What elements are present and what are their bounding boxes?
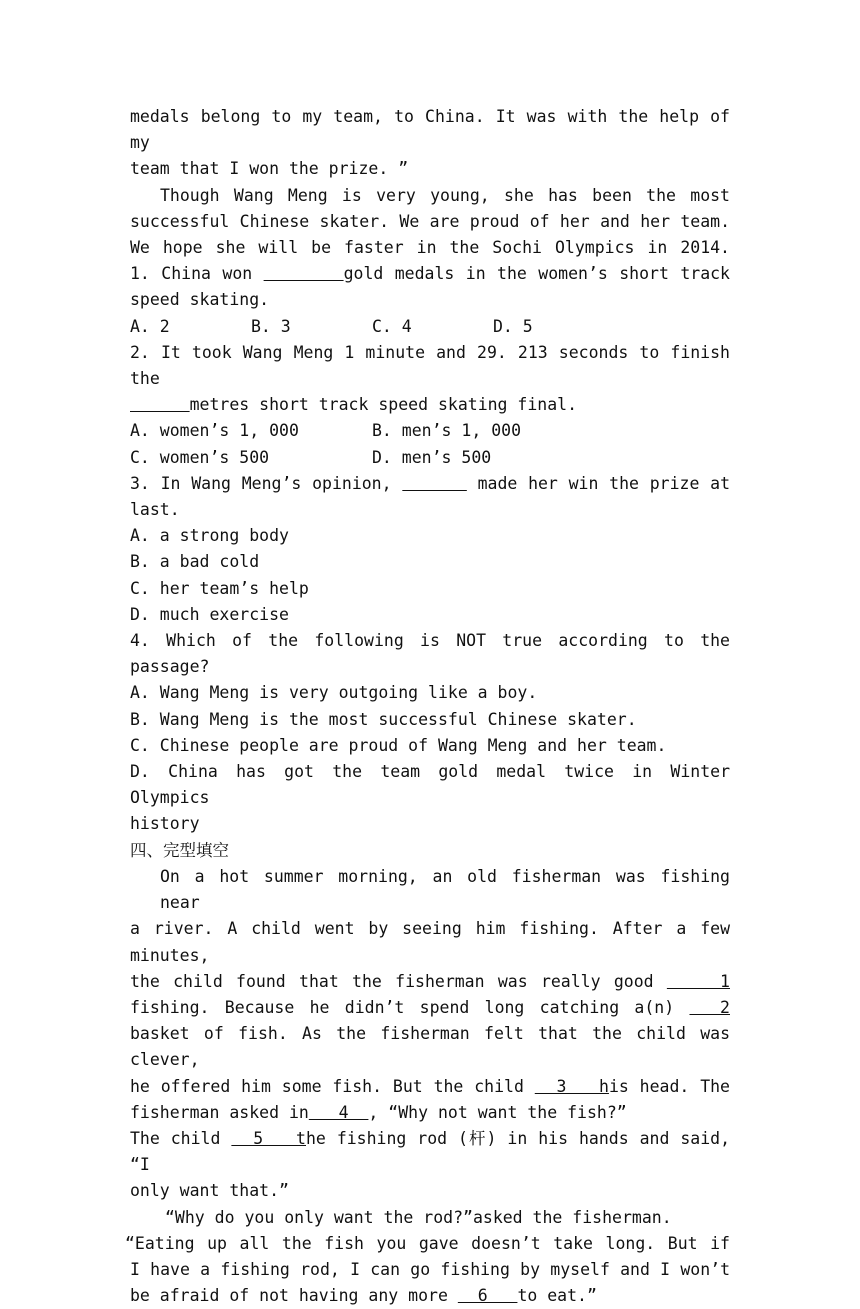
option-c: C. her team’s help	[130, 578, 309, 598]
question-stem	[130, 261, 730, 287]
option-d: D. China has got the team gold medal twice in Winter Olympics	[130, 762, 730, 808]
question-stem-cont: speed skating.	[130, 290, 270, 310]
cloze-text: The child	[130, 1128, 232, 1148]
text-line: “Why do you only want the rod?”asked the fisherman.	[165, 1207, 672, 1227]
cloze-text: fishing. Because he didn’t spend long catching a(n)	[130, 997, 690, 1017]
answer-blank	[402, 474, 467, 493]
question-2	[130, 340, 730, 471]
text-line: medals belong to my team, to China. It was with the help of my	[130, 107, 730, 153]
text-line: I have a fishing rod, I can go fishing by myself and I won’t	[130, 1259, 730, 1279]
question-1	[130, 261, 730, 340]
cloze-blank-1: 1	[666, 971, 730, 991]
text-line: team that I won the prize. ”	[130, 159, 409, 179]
option-a: A. Wang Meng is very outgoing like a boy.	[130, 683, 538, 703]
question-text: made her win the prize at	[466, 473, 731, 493]
cloze-text: , “Why not want the fish?”	[368, 1102, 627, 1122]
question-text: gold medals in the women’s short track	[343, 264, 730, 284]
cloze-text: be afraid of not having any more	[130, 1286, 458, 1306]
option-c: C. Chinese people are proud of Wang Meng and her team.	[130, 735, 667, 755]
text-line	[130, 995, 730, 1021]
option-c: C. women’s 500	[130, 447, 270, 467]
question-text: 3. In Wang Meng’s opinion,	[130, 473, 403, 493]
question-stem: 2. It took Wang Meng 1 minute and 29. 213 seconds to finish the	[130, 342, 730, 389]
question-stem-cont	[130, 392, 730, 418]
text-line: Though Wang Meng is very young, she has been the most	[160, 185, 730, 205]
cloze-passage	[125, 864, 731, 1309]
option-b: B. 3	[251, 316, 291, 336]
question-4	[130, 628, 730, 838]
cloze-text: the child found that the fisherman was really good	[130, 971, 654, 991]
option-b: B. men’s 1, 000	[372, 421, 522, 441]
cloze-text: he fishing rod (杆) in his hands and said, “I	[130, 1128, 731, 1175]
cloze-text: fisherman asked in	[130, 1102, 309, 1122]
option-a: A. 2	[130, 316, 170, 336]
options-row	[130, 445, 730, 471]
text-line	[130, 1126, 730, 1178]
option-a: A. a strong body	[130, 526, 289, 546]
passage-end	[130, 104, 730, 261]
text-line	[130, 969, 730, 995]
cloze-blank-5: 5 t	[231, 1128, 306, 1148]
text-line	[130, 1100, 730, 1126]
options-row	[130, 418, 730, 444]
option-a: A. women’s 1, 000	[130, 421, 299, 441]
question-stem	[130, 471, 730, 497]
cloze-blank-2: 2	[689, 997, 730, 1017]
option-d-cont: history	[130, 814, 200, 834]
question-3	[130, 471, 730, 628]
cloze-blank-6: 6	[457, 1286, 518, 1306]
text-line	[130, 1283, 730, 1309]
text-line: a river. A child went by seeing him fishing. After a few minutes,	[130, 919, 730, 965]
answer-blank	[130, 395, 190, 414]
cloze-text: he offered him some fish. But the child	[130, 1076, 535, 1096]
answer-blank	[264, 264, 344, 283]
option-d: D. 5	[493, 316, 533, 336]
text-line: only want that.”	[130, 1181, 289, 1201]
options-row	[130, 314, 730, 340]
option-c: C. 4	[372, 316, 412, 336]
option-b: B. a bad cold	[130, 552, 260, 572]
cloze-text: to eat.”	[517, 1286, 597, 1306]
text-line: “Eating up all the fish you gave doesn’t take long. But if	[125, 1233, 730, 1253]
document-page	[125, 104, 731, 1309]
question-text: 1. China won	[130, 264, 264, 284]
option-b: B. Wang Meng is the most successful Chinese skater.	[130, 709, 637, 729]
text-line: We hope she will be faster in the Sochi Olympics in 2014.	[130, 238, 730, 258]
text-line: successful Chinese skater. We are proud of her and her team.	[130, 211, 730, 231]
cloze-blank-4: 4	[308, 1102, 369, 1122]
question-text: metres short track speed skating final.	[189, 395, 578, 415]
text-line	[130, 1074, 730, 1100]
question-stem: 4. Which of the following is NOT true according to the passage?	[130, 631, 730, 677]
option-d: D. men’s 500	[372, 447, 492, 467]
text-line: basket of fish. As the fisherman felt that the child was clever,	[130, 1024, 730, 1070]
text-line: On a hot summer morning, an old fisherman was fishing near	[160, 866, 730, 913]
option-d: D. much exercise	[130, 604, 289, 624]
cloze-blank-3: 3 h	[534, 1076, 609, 1096]
cloze-text: is head. The	[608, 1076, 730, 1096]
section-heading: 四、完型填空	[130, 840, 229, 860]
question-stem-cont: last.	[130, 500, 180, 520]
